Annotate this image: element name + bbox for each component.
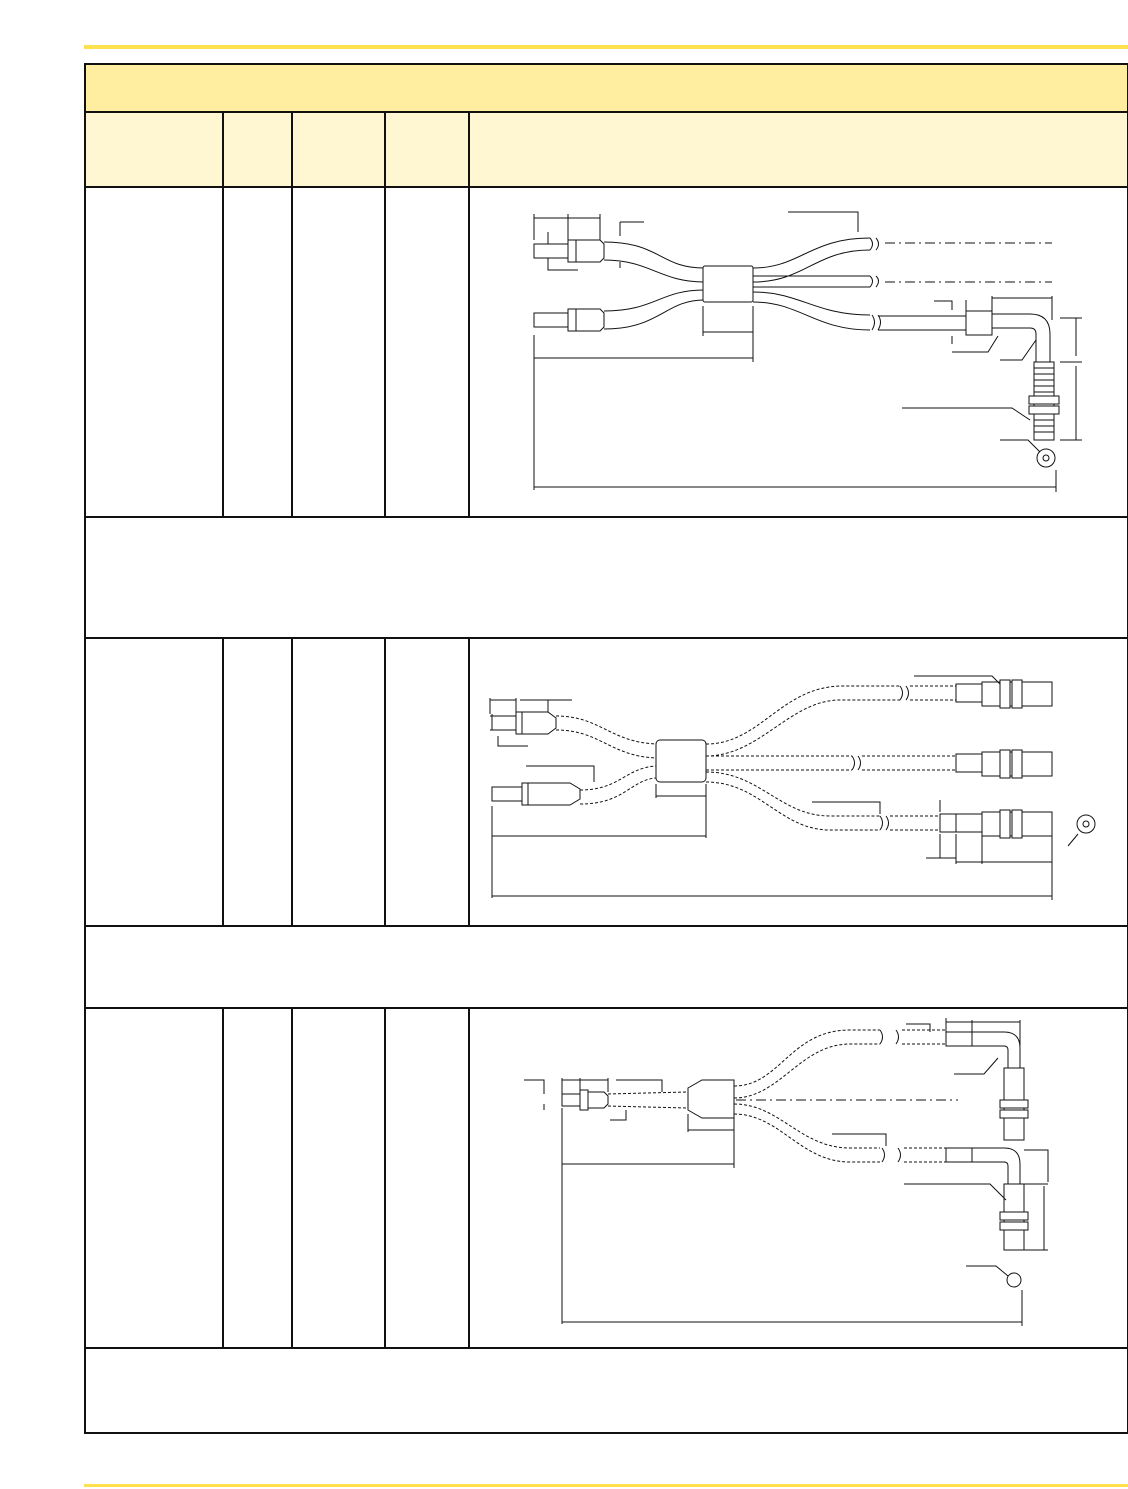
figure-3-lines (524, 1018, 1048, 1326)
bottom-accent-rule (84, 1484, 1128, 1487)
